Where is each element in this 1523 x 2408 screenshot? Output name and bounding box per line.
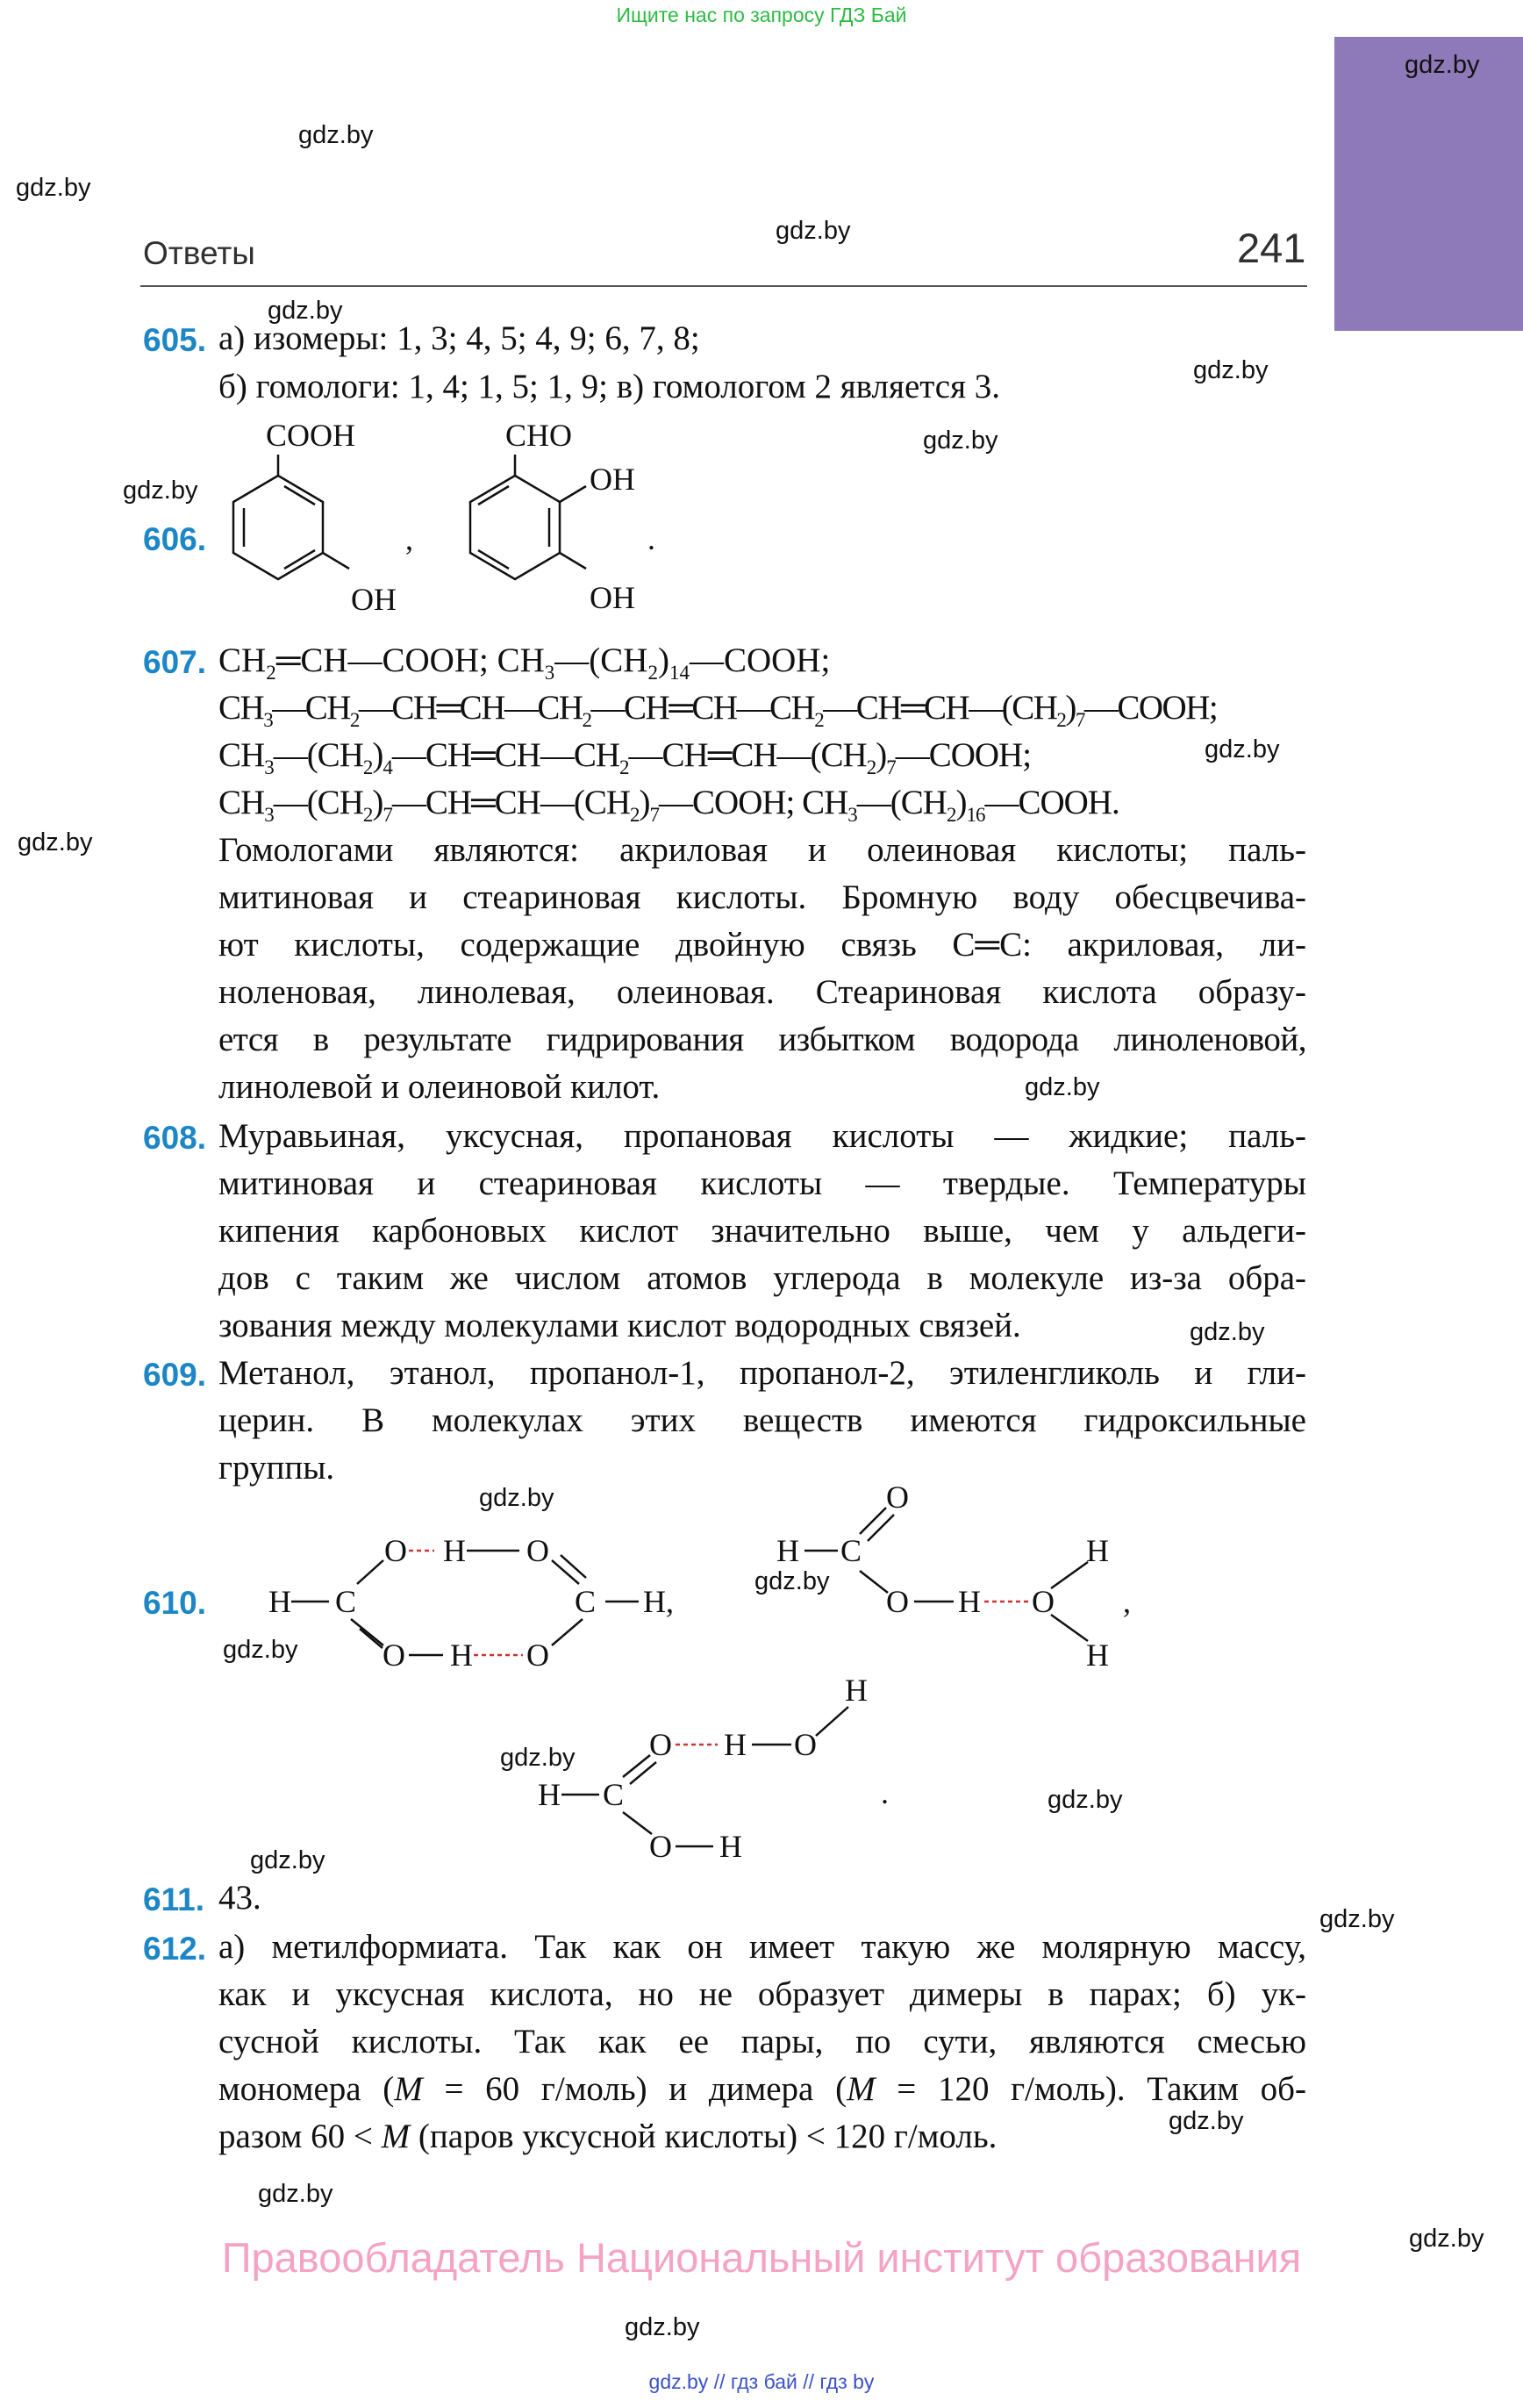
atom-h: H [776,1533,799,1568]
watermark: gdz.by [1025,1073,1100,1101]
watermark: gdz.by [1405,51,1480,79]
watermark: gdz.by [1409,2225,1484,2253]
oh-label: OH [351,582,397,617]
watermark: gdz.by [625,2313,700,2341]
comma: , [1123,1584,1131,1619]
atom-c: C [575,1584,597,1619]
copyright-notice: Правообладатель Национальный институт образования [221,2234,1302,2281]
answer-number-605: 605. [143,322,207,358]
atom-c: C [840,1533,862,1568]
text-part: = 120 г/моль). Таким об- [875,2070,1306,2108]
answer-609-text-line: церин. В молекулах этих веществ имеются гидроксильные [218,1401,1306,1439]
atom-h: H [443,1533,466,1568]
answer-608-text-line: Муравьиная, уксусная, пропановая кислоты — жидкие; паль- [218,1117,1306,1155]
subscript: 2 [619,756,629,778]
top-search-note: Ищите нас по запросу ГДЗ Бай [616,4,907,26]
answer-607-text-line: Гомологами являются: акриловая и олеиновая кислоты; паль- [218,831,1306,869]
formula-part: ) [1065,689,1076,727]
answer-number-606: 606. [143,521,207,557]
subscript: 3 [264,804,274,826]
math-symbol: M [847,2070,876,2108]
atom-o: O [886,1480,909,1515]
subscript: 2 [1056,709,1066,731]
atom-o: O [649,1829,672,1864]
formula-part: —CH═CH—CH [391,736,620,774]
answer-number-611: 611. [143,1881,204,1917]
subscript: 2 [582,709,591,731]
answer-605-line: б) гомологи: 1, 4; 1, 5; 1, 9; в) гомологом 2 является 3. [218,368,1001,405]
formula-part: —(CH [554,641,648,679]
header-rule [140,285,1307,287]
oh-label: OH [590,462,635,497]
answer-612-text-line: как и уксусная кислота, но не образует димеры в парах; б) ук- [218,1975,1306,2013]
atom-h: H [450,1638,473,1673]
answer-607-text-line: митиновая и стеариновая кислоты. Бромную воду обесцвечива- [218,878,1306,916]
atom-c: C [603,1777,625,1812]
answer-612-text-line: сусной кислоты. Так как ее пары, по сути, являются смесью [218,2023,1306,2060]
formula-part: ) [639,784,650,821]
structure-606 [211,419,719,630]
subscript: 3 [544,662,555,684]
subscript: 2 [349,709,359,731]
formula-line-1 [218,641,831,684]
answer-607-text-line: ют кислоты, содержащие двойную связь C═C: акриловая, ли- [218,926,1306,964]
answer-609-text-line: Метанол, этанол, пропанол-1, пропанол-2, этиленгликоль и гли- [218,1354,1306,1392]
watermark: gdz.by [500,1744,576,1772]
watermark: gdz.by [1190,1318,1265,1346]
formula-line-4 [218,783,1119,826]
subscript: 4 [383,756,392,778]
formula-part: ) [372,736,383,774]
subscript: 7 [1075,709,1084,731]
answer-612-text-line [218,2069,1306,2109]
answer-611-text: 43. [218,1879,261,1917]
formula-part: —CH═CH—(CH [391,784,631,821]
cho-label: CHO [505,419,573,453]
atom-o: O [384,1533,407,1568]
atom-o: O [526,1533,549,1568]
atom-o: O [886,1584,909,1619]
subscript: 14 [669,662,690,684]
math-symbol: M [394,2070,423,2108]
atom-o: O [794,1727,817,1762]
running-header: Ответы [143,235,255,271]
math-symbol: M [381,2118,411,2155]
formula-part: —CH═CH—(CH [628,736,867,774]
formula-part: ) [876,736,887,774]
watermark: gdz.by [754,1567,830,1595]
formula-part: CH [218,784,265,821]
formula-line-3 [218,735,1032,778]
subscript: 2 [362,756,373,778]
text-part: (паров уксусной кислоты) < 120 г/моль. [410,2118,997,2155]
formula-part: ) [955,784,967,821]
formula-part: ) [372,784,383,821]
watermark: gdz.by [123,477,198,505]
text-part: мономера ( [218,2070,395,2108]
atom-h: H, [643,1584,674,1619]
answer-number-610: 610. [143,1585,207,1621]
formula-part: CH [218,736,265,774]
atom-h: H [268,1584,291,1619]
watermark: gdz.by [923,426,998,455]
formula-part: —COOH; [895,736,1032,774]
atom-o: O [526,1638,549,1673]
subscript: 2 [814,709,824,731]
subscript: 3 [263,709,273,731]
subscript: 3 [264,756,274,778]
answer-612-text-line [218,2117,997,2156]
answer-608-text-line: зования между молекулами кислот водородных связей. [218,1307,1021,1344]
atom-h: H [845,1673,868,1708]
subscript: 7 [383,804,392,826]
answer-608-text-line: дов с таким же числом атомов углерода в молекуле из-за обра- [218,1259,1306,1297]
watermark: gdz.by [1048,1786,1123,1814]
formula-part: CH [218,641,267,679]
page-number: 241 [1237,225,1306,271]
answer-609-text-line: группы. [218,1449,335,1487]
atom-o: O [649,1727,672,1762]
answer-612-text-line: а) метилформиата. Так как он имеет такую же молярную массу, [218,1928,1306,1966]
footer-links[interactable]: gdz.by // гдз бай // гдз by [648,2370,875,2393]
answer-607-text-line: ноленовая, линолевая, олеиновая. Стеариновая кислота образу- [218,973,1306,1011]
formula-part: —COOH. [984,784,1119,821]
formula-part: —COOH; CH [659,784,848,821]
atom-o: O [1032,1584,1055,1619]
oh-label: OH [590,580,635,615]
formula-part: —CH═CH—CH [358,689,583,727]
watermark: gdz.by [298,121,374,149]
comma: , [405,521,413,556]
watermark: gdz.by [16,174,91,202]
text-part: разом 60 < [218,2118,382,2155]
subscript: 2 [266,662,276,684]
formula-part: —(CH [273,784,363,821]
answer-number-608: 608. [143,1120,207,1156]
side-tab [1334,37,1523,331]
formula-part: —CH═CH—CH [590,689,815,727]
watermark: gdz.by [1319,1905,1395,1933]
subscript: 7 [649,804,660,826]
period: . [881,1775,889,1810]
answer-number-612: 612. [143,1931,207,1967]
atom-h: H [958,1584,981,1619]
watermark: gdz.by [1193,356,1269,384]
atom-h: H [1086,1638,1109,1673]
watermark: gdz.by [250,1846,325,1874]
answer-607-text-line: линолевой и олеиновой килот. [218,1068,661,1106]
subscript: 3 [847,804,857,826]
formula-part: CH [218,689,264,727]
watermark: gdz.by [18,828,93,856]
atom-h: H [719,1829,742,1864]
subscript: 16 [966,804,985,826]
answer-number-607: 607. [143,644,207,680]
answer-607-text-line: ется в результате гидрирования избытком водорода линоленовой, [218,1021,1306,1058]
answer-608-text-line: кипения карбоновых кислот значительно выше, чем у альдеги- [218,1212,1306,1250]
subscript: 2 [866,756,876,778]
formula-part: —(CH [856,784,947,821]
answer-number-609: 609. [143,1357,207,1393]
formula-line-2 [218,688,1218,731]
period: . [647,521,655,556]
atom-o: O [383,1638,405,1673]
answer-608-text-line: митиновая и стеариновая кислоты — твердые. Температуры [218,1165,1306,1202]
formula-part: ) [657,641,669,679]
formula-part: ═CH—COOH; CH [275,641,545,679]
watermark: gdz.by [479,1484,554,1512]
formula-part: —COOH; [1083,689,1218,727]
subscript: 2 [946,804,956,826]
formula-part: —COOH; [689,641,831,679]
formula-part: —CH [272,689,350,727]
atom-h: H [724,1727,747,1762]
formula-part: —CH═CH—(CH [823,689,1057,727]
atom-c: C [335,1584,357,1619]
atom-h: H [1086,1533,1109,1568]
cooh-label: COOH [266,419,356,453]
atom-h: H [538,1777,561,1812]
text-part: = 60 г/моль) и димера ( [422,2070,847,2108]
watermark: gdz.by [258,2180,333,2208]
watermark: gdz.by [223,1636,298,1664]
watermark: gdz.by [268,297,343,325]
subscript: 2 [362,804,373,826]
watermark: gdz.by [1205,735,1280,763]
subscript: 2 [630,804,640,826]
formula-part: —(CH [273,736,363,774]
watermark: gdz.by [776,217,851,245]
subscript: 7 [886,756,896,778]
answer-605-line: а) изомеры: 1, 3; 4, 5; 4, 9; 6, 7, 8; [218,319,700,357]
watermark: gdz.by [1169,2107,1244,2135]
subscript: 2 [647,662,658,684]
